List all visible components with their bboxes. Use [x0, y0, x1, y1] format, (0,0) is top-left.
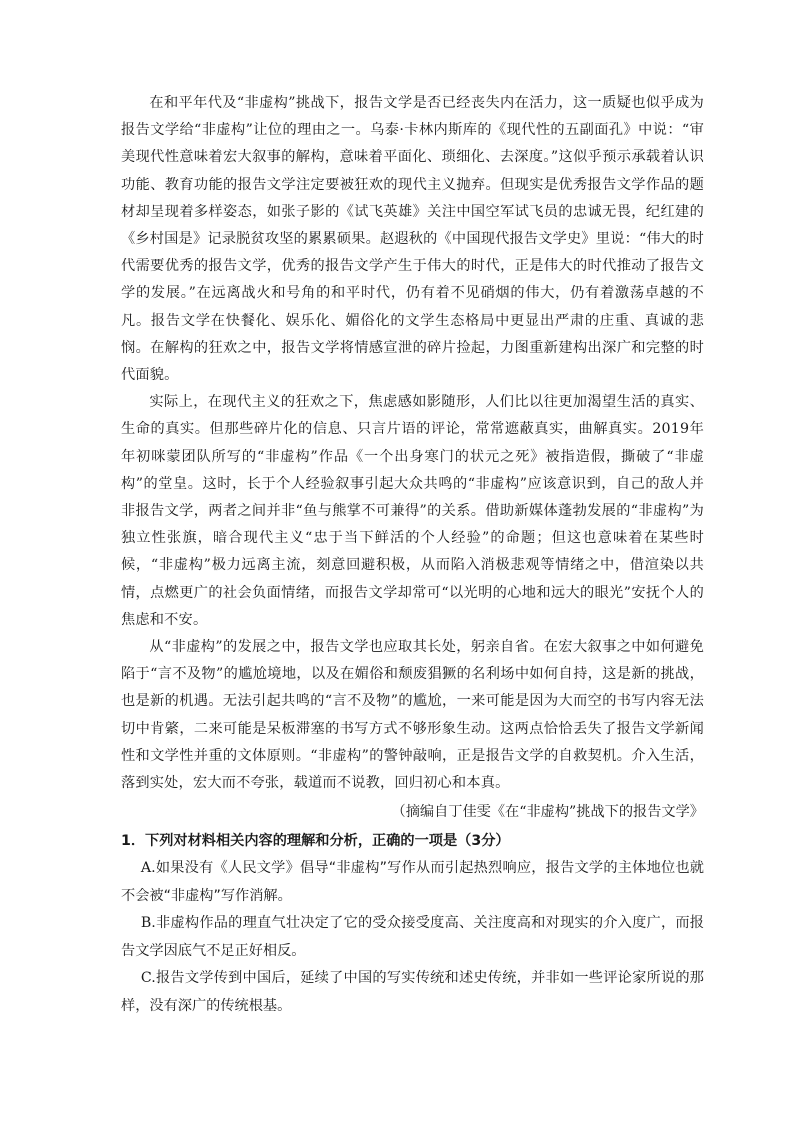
option-c[interactable]	[121, 965, 704, 1020]
option-b-letter: B.	[140, 915, 156, 932]
article-paragraph-1: 在和平年代及“非虚构”挑战下，报告文学是否已经丧失内在活力，这一质疑也似乎成为报告文学给“非虚构”让位的理由之一。乌泰·卡林内斯库的《现代性的五副面孔》中说：“审美现代性意味着宏大叙事的解构，意味着平面化、琐细化、去深度。”这似乎预示承载着认识功能、教育功能的报告文学注定要被狂欢的现代主义抛弃。但现实是优秀报告文学作品的题材却呈现着多样姿态，如张子影的《试飞英雄》关注中国空军试飞员的忠诚无畏，纪红建的《乡村国是》记录脱贫攻坚的累累硕果。赵遐秋的《中国现代报告文学史》里说：“伟大的时代需要优秀的报告文学，优秀的报告文学产生于伟大的时代，正是伟大的时代推动了报告文学的发展。”在远离战火和号角的和平时代，仍有着不见硝烟的伟大，仍有着激荡卓越的不凡。报告文学在快餐化、娱乐化、媚俗化的文学生态格局中更显出严肃的庄重、真诚的悲悯。在解构的狂欢之中，报告文学将情感宣泄的碎片捡起，力图重新建构出深广和完整的时代面貌。	[121, 95, 704, 384]
option-a[interactable]	[121, 855, 704, 910]
option-a-letter: A.	[140, 860, 156, 877]
article-source: （摘编自丁佳雯《在“非虚构”挑战下的报告文学》	[391, 804, 704, 821]
article-paragraph-2: 实际上，在现代主义的狂欢之下，焦虑感如影随形，人们比以往更加渴望生活的真实、生命的真实。但那些碎片化的信息、只言片语的评论，常常遮蔽真实，曲解真实。2019年年初咪蒙团队所写的“非虚构”作品《一个出身寒门的状元之死》被指造假，撕破了“非虚构”的堂皇。这时，长于个人经验叙事引起大众共鸣的“非虚构”应该意识到，自己的敌人并非报告文学，两者之间并非“鱼与熊掌不可兼得”的关系。借助新媒体蓬勃发展的“非虚构”为独立性张旗，暗合现代主义“忠于当下鲜活的个人经验”的命题；但这也意味着在某些时候，“非虚构”极力远离主流，刻意回避积极，从而陷入消极悲观等情绪之中，借渲染以共情，点燃更广的社会负面情绪，而报告文学却常可“以光明的心地和远大的眼光”安抚个人的焦虑和不安。	[121, 394, 704, 628]
article-paragraph-3: 从“非虚构”的发展之中，报告文学也应取其长处，躬亲自省。在宏大叙事之中如何避免陷于“言不及物”的尴尬境地，以及在媚俗和颓废猖獗的名利场中如何自持，这是新的挑战，也是新的机遇。无法引起共鸣的“言不及物”的尴尬，一来可能是因为大而空的书写内容无法切中肯綮，二来可能是呆板滞塞的书写方式不够形象生动。这两点恰恰丢失了报告文学新闻性和文学性并重的文体原则。“非虚构”的警钟敲响，正是报告文学的自救契机。介入生活，落到实处，宏大而不夸张，载道而不说教，回归初心和本真。	[121, 639, 704, 792]
article-body	[121, 90, 704, 826]
option-c-letter: C.	[140, 970, 156, 987]
option-b-text: 非虚构作品的理直气壮决定了它的受众接受度高、关注度高和对现实的介入度广，而报告文学因底气不足正好相反。	[121, 915, 704, 959]
question-title: 1．下列对材料相关内容的理解和分析，正确的一项是（3分）	[121, 833, 510, 850]
option-b[interactable]	[121, 910, 704, 965]
option-a-text: 如果没有《人民文学》倡导“非虚构”写作从而引起热烈响应，报告文学的主体地位也就不会被“非虚构”写作消解。	[121, 860, 704, 904]
question-block	[121, 828, 704, 1020]
option-c-text: 报告文学传到中国后，延续了中国的写实传统和述史传统，并非如一些评论家所说的那样，没有深广的传统根基。	[121, 970, 704, 1014]
